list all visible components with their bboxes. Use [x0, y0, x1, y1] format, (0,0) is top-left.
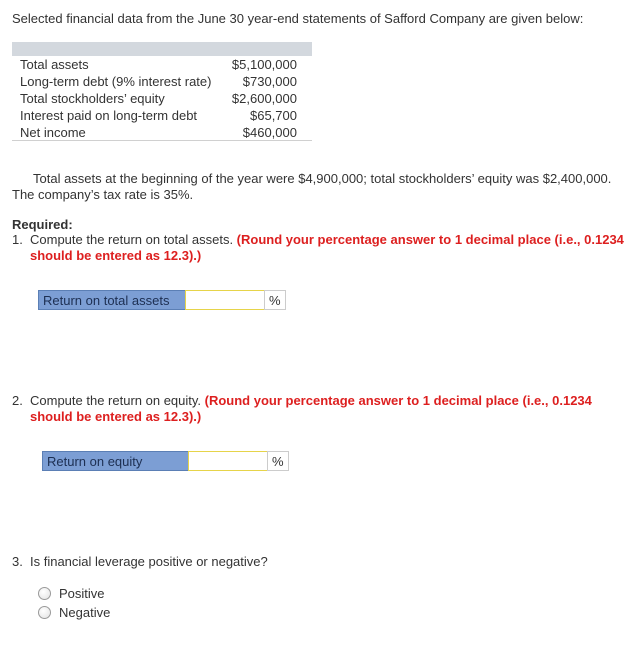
row-value: $2,600,000	[231, 91, 297, 106]
option-label[interactable]: Positive	[59, 586, 105, 601]
answer-row-roe	[42, 451, 288, 473]
financial-data-table	[12, 42, 312, 141]
row-value: $5,100,000	[231, 57, 297, 72]
roa-input[interactable]	[185, 290, 265, 310]
row-label: Total assets	[20, 57, 89, 72]
table-row	[12, 90, 312, 107]
context-paragraph	[12, 171, 632, 203]
paragraph-line-1: Total assets at the beginning of the year were $4,900,000; total stockholders’ equity was $2,400,000.	[33, 171, 612, 186]
question-number: 2.	[12, 393, 23, 408]
table-row	[12, 56, 312, 73]
required-heading: Required:	[12, 217, 73, 232]
question-instruction: (Round your percentage answer to 1 decimal place (i.e., 0.1234 should be entered as 12.3).)	[30, 232, 624, 263]
question-number: 1.	[12, 232, 23, 247]
percent-unit: %	[264, 290, 286, 310]
question-2	[12, 393, 637, 427]
roe-input[interactable]	[188, 451, 268, 471]
row-label: Interest paid on long-term debt	[20, 108, 198, 123]
row-label: Total stockholders’ equity	[20, 91, 165, 106]
answer-row-roa	[38, 290, 284, 312]
answer-label-roa: Return on total assets	[38, 290, 186, 310]
row-label: Net income	[20, 125, 86, 140]
row-value: $65,700	[250, 108, 297, 123]
row-value: $460,000	[242, 125, 297, 140]
percent-unit: %	[267, 451, 289, 471]
question-1	[12, 232, 637, 266]
intro-text: Selected financial data from the June 30 year-end statements of Safford Company are given below:	[12, 11, 584, 26]
negative-radio[interactable]	[38, 606, 51, 619]
answer-label-roe: Return on equity	[42, 451, 189, 471]
question-text: Is financial leverage positive or negative?	[30, 554, 268, 569]
table-row	[12, 73, 312, 90]
paragraph-line-2: The company’s tax rate is 35%.	[12, 187, 194, 202]
row-value: $730,000	[242, 74, 297, 89]
question-instruction: (Round your percentage answer to 1 decimal place (i.e., 0.1234 should be entered as 12.3).)	[30, 393, 592, 424]
positive-radio[interactable]	[38, 587, 51, 600]
table-header-bar	[12, 42, 312, 56]
table-row	[12, 124, 312, 141]
option-label[interactable]: Negative	[59, 605, 111, 620]
row-label: Long-term debt (9% interest rate)	[20, 74, 212, 89]
question-text: Compute the return on total assets.	[30, 232, 237, 247]
question-text: Compute the return on equity.	[30, 393, 205, 408]
table-row	[12, 107, 312, 124]
question-number: 3.	[12, 554, 23, 569]
question-3	[12, 554, 637, 570]
